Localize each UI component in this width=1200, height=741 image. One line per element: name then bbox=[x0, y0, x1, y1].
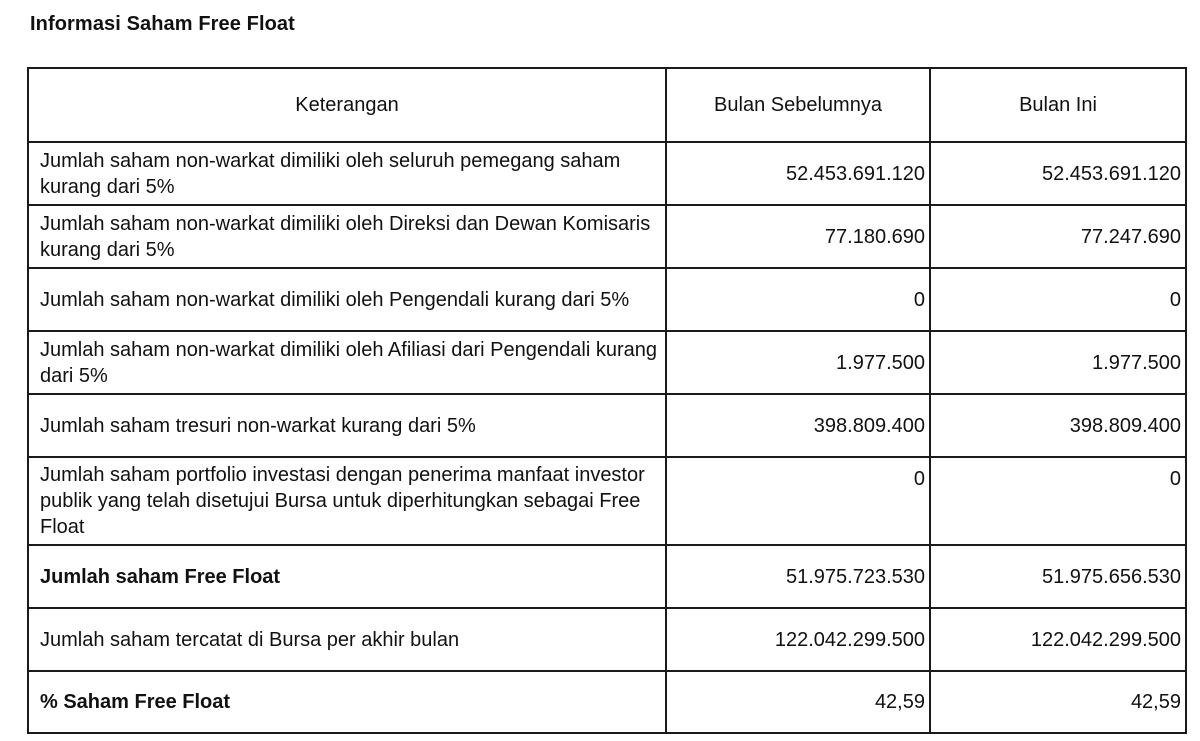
table-row bbox=[28, 608, 1186, 671]
header-keterangan: Keterangan bbox=[28, 68, 666, 142]
row-prev-value: 122.042.299.500 bbox=[666, 608, 930, 671]
table-row bbox=[28, 457, 1186, 545]
row-label: Jumlah saham Free Float bbox=[28, 545, 666, 608]
row-label: Jumlah saham portfolio investasi dengan penerima manfaat investor publik yang telah disetujui Bursa untuk diperhitungkan sebagai Free Float bbox=[28, 457, 666, 545]
row-prev-value: 398.809.400 bbox=[666, 394, 930, 457]
row-curr-value: 1.977.500 bbox=[930, 331, 1186, 394]
table-row bbox=[28, 671, 1186, 733]
page-title: Informasi Saham Free Float bbox=[30, 13, 295, 35]
free-float-table bbox=[27, 67, 1187, 734]
row-label: Jumlah saham non-warkat dimiliki oleh Afiliasi dari Pengendali kurang dari 5% bbox=[28, 331, 666, 394]
row-curr-value: 77.247.690 bbox=[930, 205, 1186, 268]
row-label: % Saham Free Float bbox=[28, 671, 666, 733]
row-curr-value: 52.453.691.120 bbox=[930, 142, 1186, 205]
row-curr-value: 42,59 bbox=[930, 671, 1186, 733]
row-prev-value: 0 bbox=[666, 268, 930, 331]
row-prev-value: 52.453.691.120 bbox=[666, 142, 930, 205]
row-curr-value: 0 bbox=[930, 268, 1186, 331]
table-header-row bbox=[28, 68, 1186, 142]
row-prev-value: 0 bbox=[666, 457, 930, 545]
row-curr-value: 0 bbox=[930, 457, 1186, 545]
table-row bbox=[28, 331, 1186, 394]
table-row bbox=[28, 205, 1186, 268]
row-label: Jumlah saham tresuri non-warkat kurang dari 5% bbox=[28, 394, 666, 457]
header-bulan-sebelumnya: Bulan Sebelumnya bbox=[666, 68, 930, 142]
table-row bbox=[28, 545, 1186, 608]
row-prev-value: 42,59 bbox=[666, 671, 930, 733]
header-bulan-ini: Bulan Ini bbox=[930, 68, 1186, 142]
row-label: Jumlah saham non-warkat dimiliki oleh seluruh pemegang saham kurang dari 5% bbox=[28, 142, 666, 205]
row-prev-value: 77.180.690 bbox=[666, 205, 930, 268]
row-label: Jumlah saham tercatat di Bursa per akhir bulan bbox=[28, 608, 666, 671]
table-row bbox=[28, 142, 1186, 205]
row-curr-value: 122.042.299.500 bbox=[930, 608, 1186, 671]
row-label: Jumlah saham non-warkat dimiliki oleh Direksi dan Dewan Komisaris kurang dari 5% bbox=[28, 205, 666, 268]
row-prev-value: 51.975.723.530 bbox=[666, 545, 930, 608]
table-row bbox=[28, 268, 1186, 331]
table-row bbox=[28, 394, 1186, 457]
row-prev-value: 1.977.500 bbox=[666, 331, 930, 394]
row-curr-value: 398.809.400 bbox=[930, 394, 1186, 457]
row-curr-value: 51.975.656.530 bbox=[930, 545, 1186, 608]
row-label: Jumlah saham non-warkat dimiliki oleh Pengendali kurang dari 5% bbox=[28, 268, 666, 331]
